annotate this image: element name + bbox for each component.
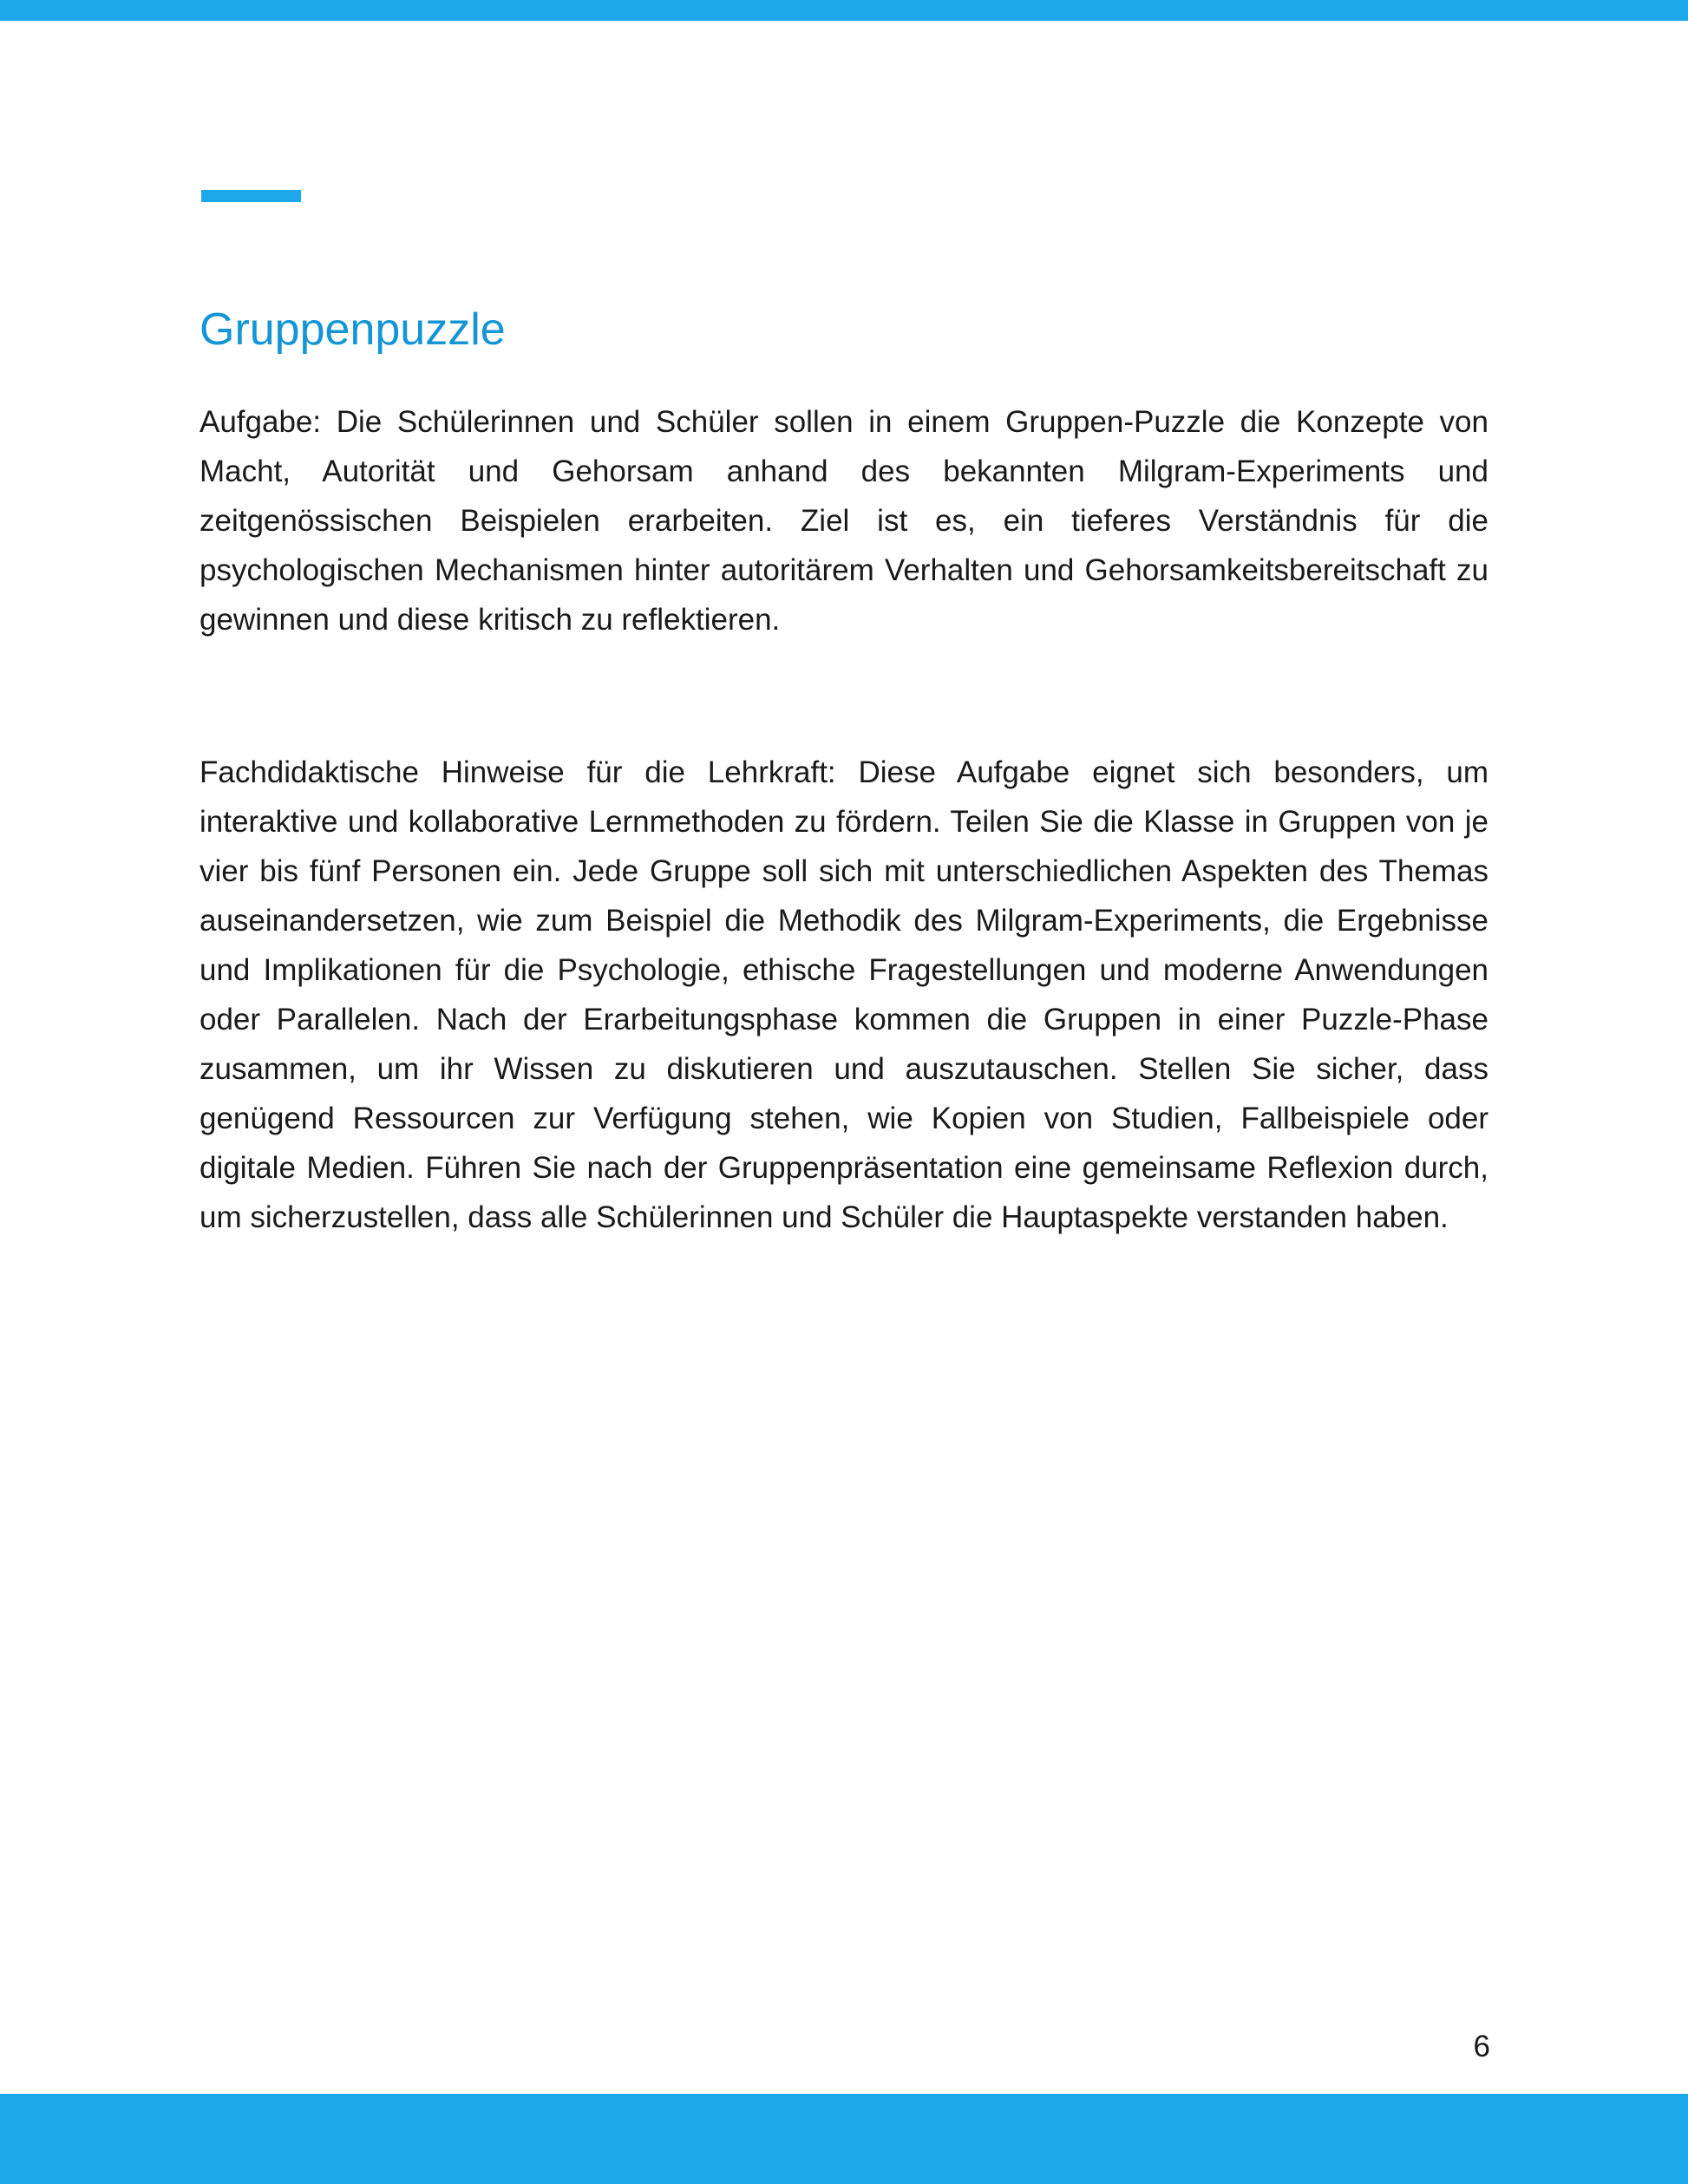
bottom-accent-bar xyxy=(0,2094,1688,2184)
page-content xyxy=(200,295,1488,1242)
top-accent-bar xyxy=(0,0,1688,21)
page-title: Gruppenpuzzle xyxy=(200,304,506,355)
teacher-notes-paragraph: Fachdidaktische Hinweise für die Lehrkraft: Diese Aufgabe eignet sich besonders, um interaktive und kollaborative Lernmethoden zu fördern. Teilen Sie die Klasse in Gruppen von je vier bis fünf Personen ein. Jede Gruppe soll sich mit unterschiedlichen Aspekten des Themas auseinandersetzen, wie zum Beispiel die Methodik des Milgram-Experiments, die Ergebnisse und Implikationen für die Psychologie, ethische Fragestellungen und moderne Anwendungen oder Parallelen. Nach der Erarbeitungsphase kommen die Gruppen in einer Puzzle-Phase zusammen, um ihr Wissen zu diskutieren und auszutauschen. Stellen Sie sicher, dass genügend Ressourcen zur Verfügung stehen, wie Kopien von Studien, Fallbeispiele oder digitale Medien. Führen Sie nach der Gruppenpräsentation eine gemeinsame Reflexion durch, um sicherzustellen, dass alle Schülerinnen und Schüler die Hauptaspekte verstanden haben. xyxy=(200,755,1488,1234)
title-accent-line xyxy=(201,190,301,202)
page-number: 6 xyxy=(1473,2030,1490,2063)
task-paragraph: Aufgabe: Die Schülerinnen und Schüler sollen in einem Gruppen-Puzzle die Konzepte von Macht, Autorität und Gehorsam anhand des bekannten Milgram-Experiments und zeitgenössischen Beispielen erarbeiten. Ziel ist es, ein tieferes Verständnis für die psychologischen Mechanismen hinter autoritärem Verhalten und Gehorsamkeitsbereitschaft zu gewinnen und diese kritisch zu reflektieren. xyxy=(200,405,1488,637)
